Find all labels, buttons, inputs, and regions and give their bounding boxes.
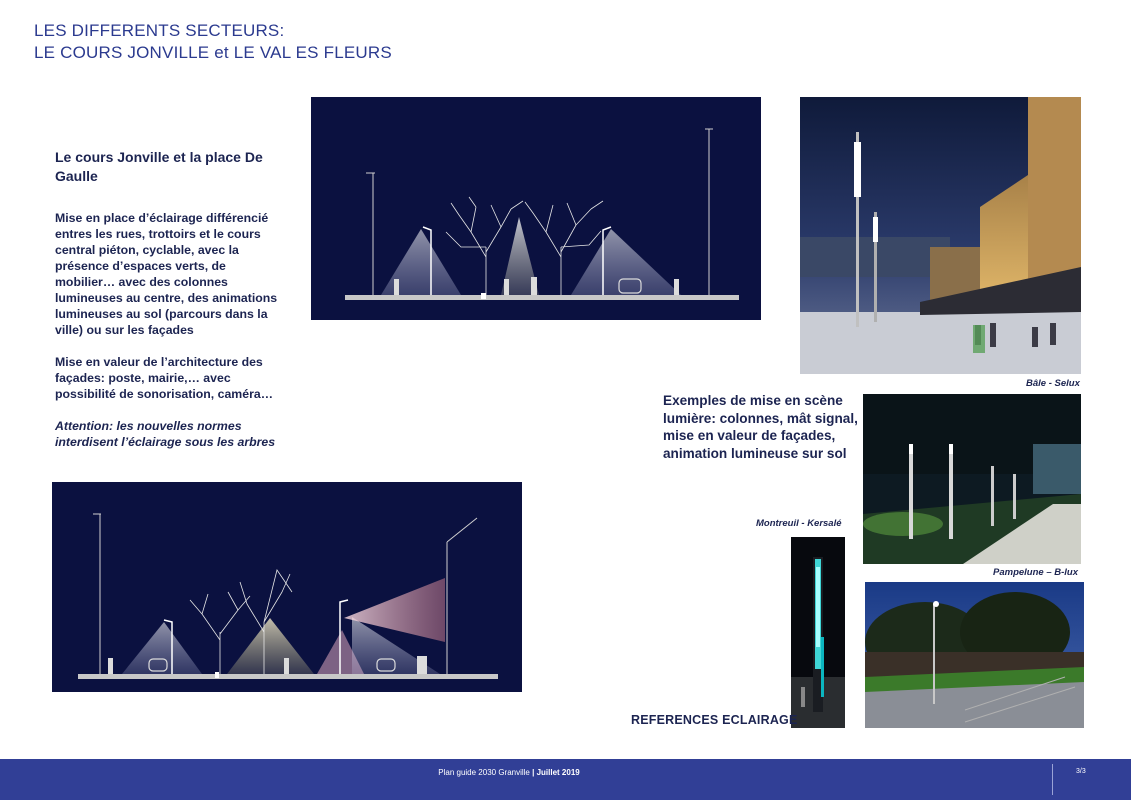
caption-montreuil: Montreuil - Kersalé	[756, 518, 842, 529]
footer-divider	[1052, 764, 1053, 795]
pedestrian	[417, 656, 427, 674]
title-line-2: LE COURS JONVILLE et LE VAL ES FLEURS	[34, 43, 392, 62]
title-line-1: LES DIFFERENTS SECTEURS:	[34, 21, 285, 40]
pedestrian	[108, 658, 113, 674]
caption-bale: Bâle - Selux	[1026, 378, 1080, 389]
bench	[215, 672, 219, 678]
light-beam-right	[571, 229, 681, 295]
light-beam-center	[227, 618, 314, 674]
pedestrian	[531, 277, 537, 295]
building-right	[705, 129, 713, 295]
description-paragraph-2: Mise en valeur de l’architecture des façades: poste, mairie,… avec possibilité de sonorisation, caméra…	[55, 355, 273, 401]
page-title	[34, 20, 392, 64]
light-beam-left	[122, 622, 202, 674]
pedestrian	[674, 279, 679, 295]
photo-bale-selux	[800, 97, 1081, 374]
footer-bar	[0, 759, 1131, 800]
pedestrian	[394, 279, 399, 295]
photo-pampelune-b-lux	[863, 394, 1081, 564]
street-section-diagram-bottom	[52, 482, 522, 692]
photo-square-night	[865, 582, 1084, 728]
pedestrian	[504, 279, 509, 295]
bench	[481, 293, 486, 299]
building-left	[366, 173, 375, 295]
ground-line	[78, 674, 498, 679]
examples-text: Exemples de mise en scène lumière: colonnes, mât signal, mise en valeur de façades, animation lumineuse sur sol	[663, 393, 858, 461]
page-number: 3/3	[1076, 768, 1086, 775]
warning-paragraph: Attention: les nouvelles normes interdisent l’éclairage sous les arbres	[55, 419, 276, 449]
pedestrian	[284, 658, 289, 674]
footer-document-name: Plan guide 2030 Granville	[438, 768, 530, 777]
footer-text	[0, 768, 1018, 777]
footer-date: Juillet 2019	[536, 768, 580, 777]
building-left	[93, 514, 101, 674]
ground-line	[345, 295, 739, 300]
photo-montreuil-kersale	[791, 537, 845, 728]
cours-jonville-description	[55, 148, 285, 466]
description-paragraph-1: Mise en place d’éclairage différencié entres les rues, trottoirs et le cours central piéton, cyclable, avec la présence d’espaces verts, de mobilier… avec des colonnes lumineuses au centre, des animations lumineuses au sol (parcours dans la ville) ou sur les façades	[55, 211, 278, 337]
footer-separator: |	[529, 768, 537, 777]
street-section-diagram-top	[311, 97, 761, 320]
references-heading: REFERENCES ECLAIRAGE	[631, 713, 798, 727]
section-subheading: Le cours Jonville et la place De Gaulle	[55, 149, 263, 184]
caption-pampelune: Pampelune – B-lux	[993, 567, 1078, 578]
building-right	[447, 518, 477, 674]
light-beam-left	[381, 229, 461, 295]
